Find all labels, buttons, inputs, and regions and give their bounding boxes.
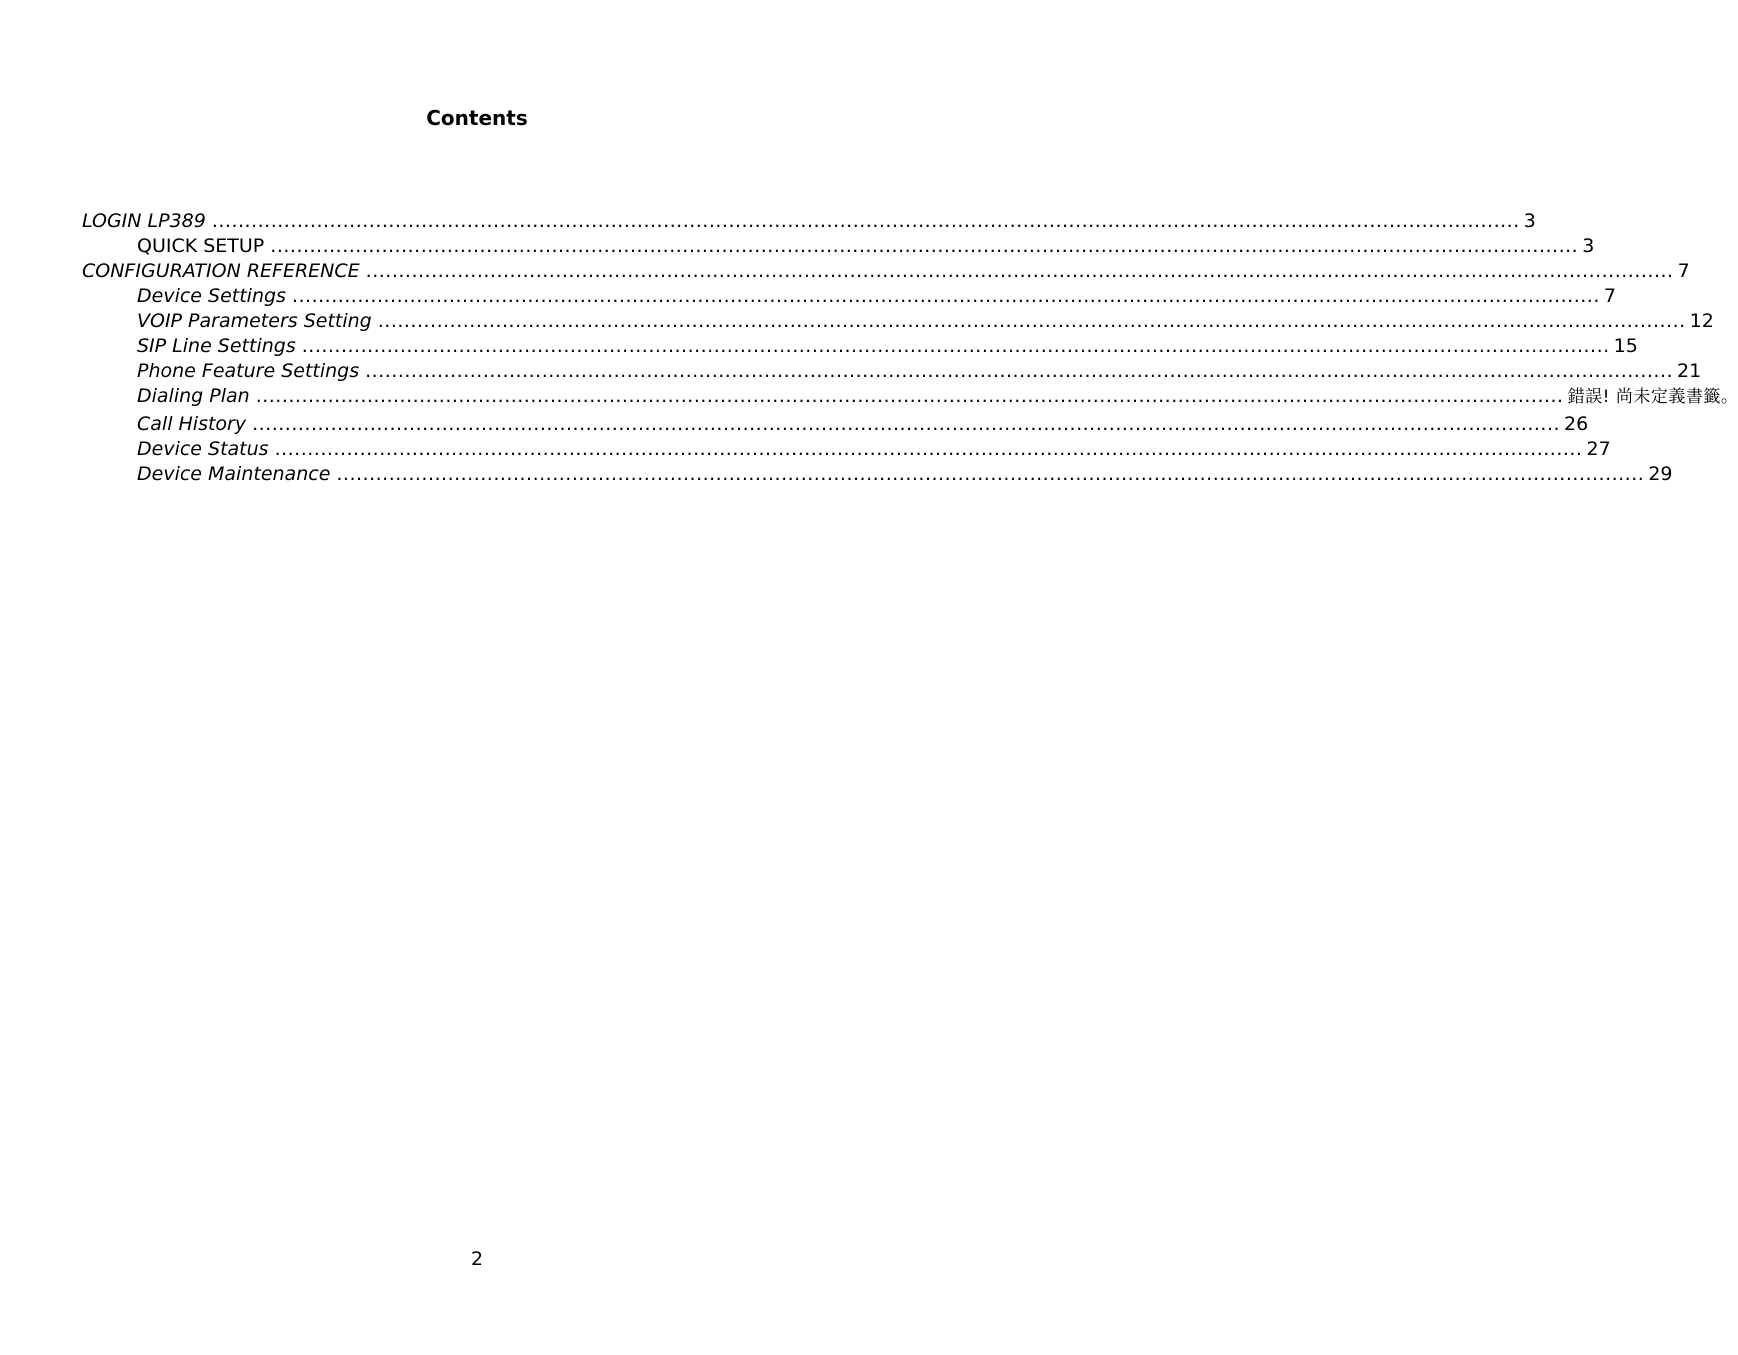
toc-entry-label: SIP Line Settings — [137, 335, 296, 357]
toc-dot-leader: ........................................................................................................................................................................................................ — [211, 210, 1520, 232]
toc-entry-label: Device Status — [137, 437, 269, 460]
toc-entry-device-status[interactable] — [82, 437, 1611, 462]
toc-page-number: 26 — [1564, 412, 1589, 435]
toc-entry-device-maintenance[interactable] — [82, 462, 1673, 487]
toc-entry-label: Device Settings — [137, 285, 286, 307]
toc-entry-label: CONFIGURATION REFERENCE — [82, 260, 360, 282]
toc-entry-quick-setup[interactable] — [82, 234, 1595, 259]
toc-page-number: 21 — [1677, 360, 1702, 382]
toc-entry-voip-parameters-setting[interactable] — [82, 309, 1714, 334]
toc-dot-leader: ........................................................................................................................................................................................................ — [365, 360, 1674, 382]
toc-entry-label: Device Maintenance — [137, 462, 331, 485]
toc-dot-leader: ........................................................................................................................................................................................................ — [255, 385, 1564, 407]
toc-entry-sip-line-settings[interactable] — [82, 334, 1638, 359]
toc-entry-label: VOIP Parameters Setting — [137, 310, 372, 332]
toc-entry-label: Dialing Plan — [137, 385, 250, 407]
toc-dot-leader: ........................................................................................................................................................................................................ — [270, 235, 1579, 257]
toc-page-number: 3 — [1523, 210, 1536, 232]
toc-bookmark-error: 錯誤! 尚未定義書籤。 — [1567, 387, 1738, 407]
toc-dot-leader: ........................................................................................................................................................................................................ — [274, 437, 1583, 460]
toc-dot-leader: ........................................................................................................................................................................................................ — [336, 462, 1645, 485]
table-of-contents — [82, 209, 1738, 487]
toc-dot-leader: ........................................................................................................................................................................................................ — [301, 335, 1610, 357]
toc-entry-label: Phone Feature Settings — [137, 360, 360, 382]
toc-entry-label: QUICK SETUP — [137, 235, 265, 257]
toc-page-number: 27 — [1586, 437, 1611, 460]
toc-dot-leader: ........................................................................................................................................................................................................ — [291, 285, 1600, 307]
toc-entry-dialing-plan[interactable] — [82, 384, 1738, 412]
toc-entry-phone-feature-settings[interactable] — [82, 359, 1702, 384]
toc-dot-leader: ........................................................................................................................................................................................................ — [252, 412, 1561, 435]
toc-page-number: 12 — [1689, 310, 1714, 332]
toc-page-number: 3 — [1582, 235, 1595, 257]
toc-entry-device-settings[interactable] — [82, 284, 1616, 309]
toc-entry-login-lp389[interactable] — [82, 209, 1536, 234]
toc-page-number: 29 — [1648, 462, 1673, 485]
toc-entry-configuration-reference[interactable] — [82, 259, 1690, 284]
page-number: 2 — [470, 1248, 484, 1270]
page-title: Contents — [426, 106, 528, 130]
toc-page-number: 7 — [1603, 285, 1616, 307]
toc-page-number: 7 — [1677, 260, 1690, 282]
toc-page-number: 15 — [1613, 335, 1638, 357]
toc-dot-leader: ........................................................................................................................................................................................................ — [365, 260, 1674, 282]
toc-entry-label: Call History — [137, 412, 247, 435]
toc-entry-call-history[interactable] — [82, 412, 1589, 437]
toc-dot-leader: ........................................................................................................................................................................................................ — [377, 310, 1686, 332]
toc-entry-label: LOGIN LP389 — [82, 210, 206, 232]
